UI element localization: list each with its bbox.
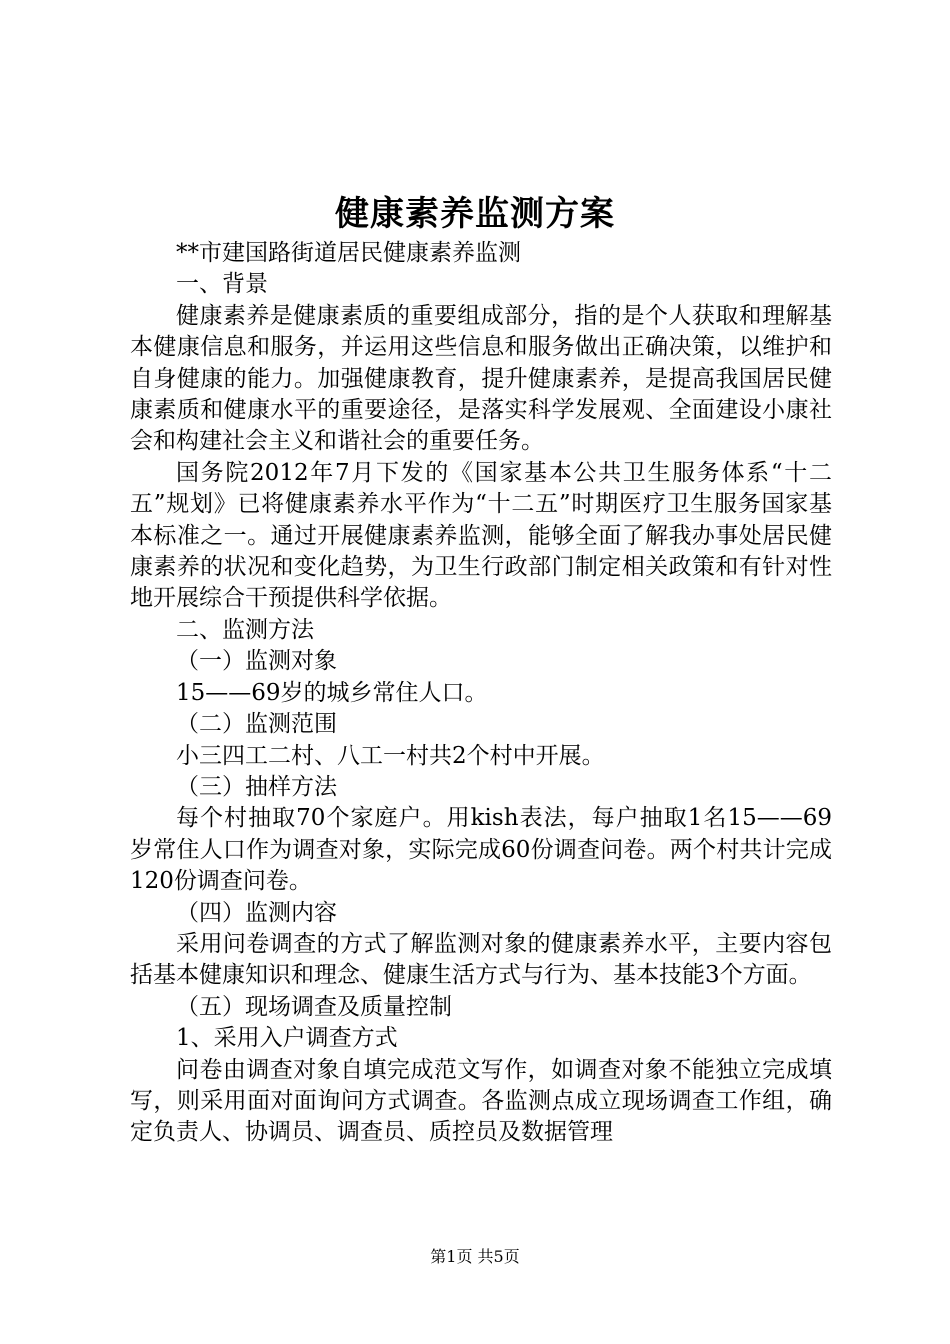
paragraph: 采用问卷调查的方式了解监测对象的健康素养水平，主要内容包括基本健康知识和理念、健康生活方式与行为、基本技能3个方面。 <box>130 930 832 989</box>
paragraph: 健康素养是健康素质的重要组成部分，指的是个人获取和理解基本健康信息和服务，并运用这些信息和服务做出正确决策，以维护和自身健康的能力。加强健康教育，提升健康素养，是提高我国居民健康素质和健康水平的重要途径，是落实科学发展观、全面建设小康社会和构建社会主义和谐社会的重要任务。 <box>130 302 832 455</box>
paragraph: 1、采用入户调查方式 <box>176 1025 398 1052</box>
page-footer: 第1页 共5页 <box>430 1247 520 1266</box>
paragraph-subtitle: **市建国路街道居民健康素养监测 <box>176 240 521 266</box>
document-body <box>130 238 832 1149</box>
section-heading-background: 一、背景 <box>176 271 268 298</box>
paragraph: 每个村抽取70个家庭户。用kish表法，每户抽取1名15——69岁常住人口作为调查对象，实际完成60份调查问卷。两个村共计完成120份调查问卷。 <box>130 805 832 895</box>
subsection-heading: （一）监测对象 <box>176 648 337 675</box>
document-title: 健康素养监测方案 <box>335 194 615 234</box>
subsection-heading: （二）监测范围 <box>176 711 337 738</box>
paragraph: 小三四工二村、八工一村共2个村中开展。 <box>176 742 605 769</box>
subsection-heading: （三）抽样方法 <box>176 773 337 800</box>
subsection-heading: （五）现场调查及质量控制 <box>176 993 452 1020</box>
section-heading-methods: 二、监测方法 <box>176 616 314 643</box>
subsection-heading: （四）监测内容 <box>176 899 337 926</box>
paragraph: 问卷由调查对象自填完成范文写作，如调查对象不能独立完成填写，则采用面对面询问方式调查。各监测点成立现场调查工作组，确定负责人、协调员、调查员、质控员及数据管理 <box>130 1056 832 1146</box>
paragraph: 15——69岁的城乡常住人口。 <box>176 679 488 706</box>
paragraph: 国务院2012年7月下发的《国家基本公共卫生服务体系“十二五”规划》已将健康素养水平作为“十二五”时期医疗卫生服务国家基本标准之一。通过开展健康素养监测，能够全面了解我办事处居民健康素养的状况和变化趋势，为卫生行政部门制定相关政策和有针对性地开展综合干预提供科学依据。 <box>130 459 832 612</box>
